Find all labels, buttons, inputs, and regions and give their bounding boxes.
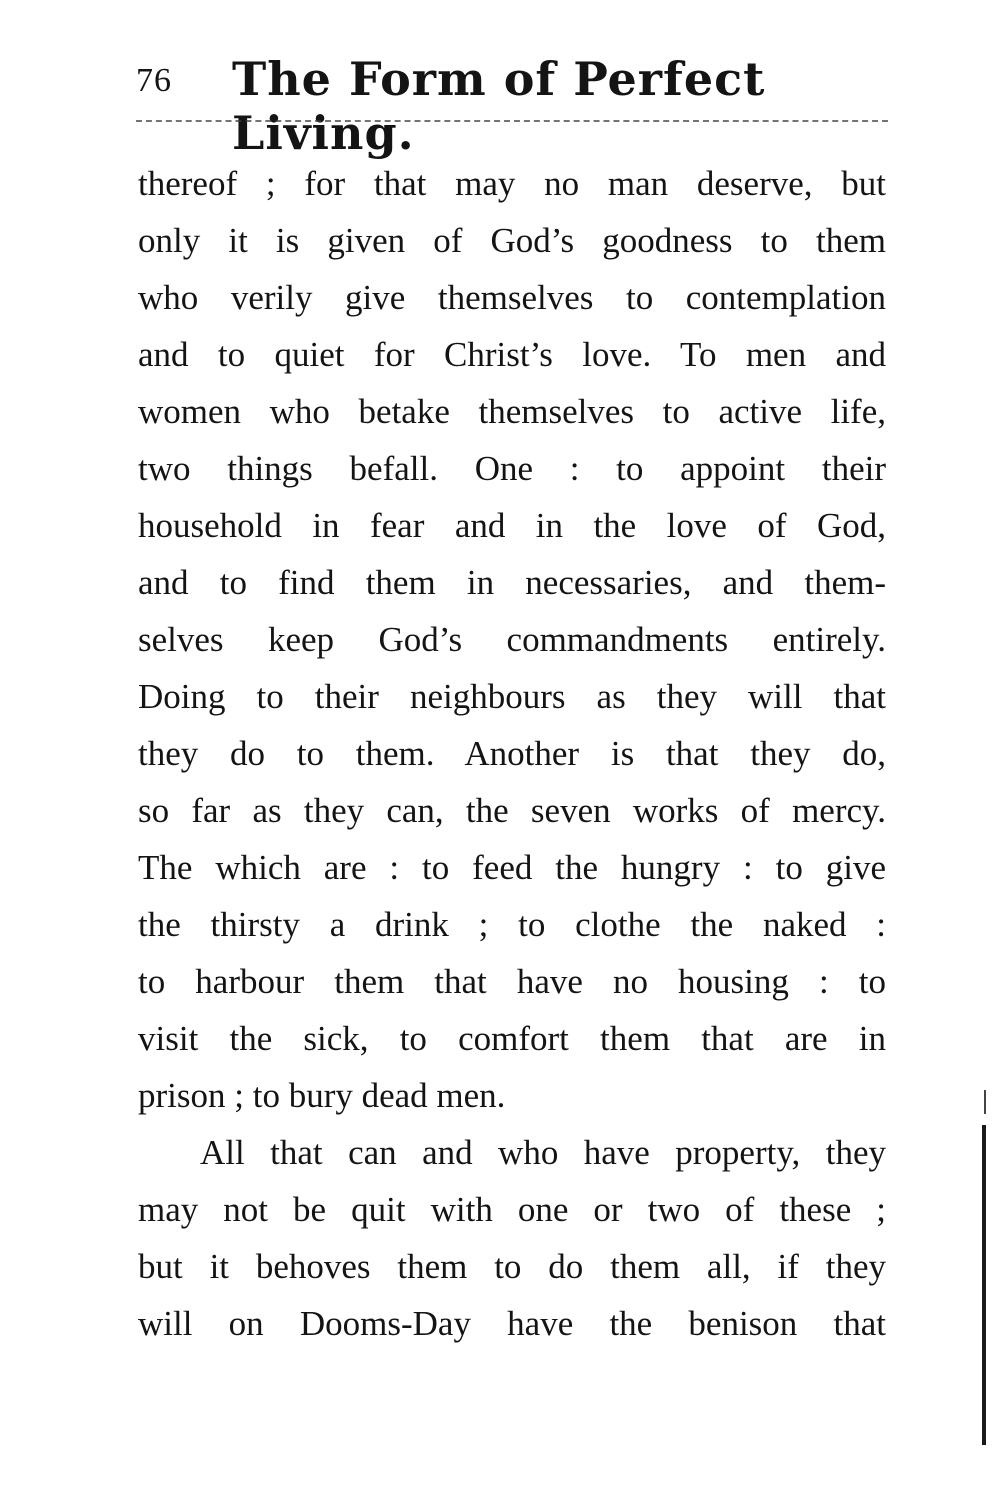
- text-line: will on Dooms-Day have the benison that: [138, 1304, 886, 1343]
- text-line: household in fear and in the love of God,: [138, 506, 886, 545]
- scan-margin-mark: [984, 1090, 986, 1114]
- text-line: to harbour them that have no housing : to: [138, 962, 886, 1001]
- text-line: prison ; to bury dead men.: [138, 1076, 506, 1115]
- text-line: they do to them. Another is that they do,: [138, 734, 886, 773]
- header-rule: [136, 120, 888, 122]
- text-line: Doing to their neighbours as they will that: [138, 677, 886, 716]
- text-line: but it behoves them to do them all, if they: [138, 1247, 886, 1286]
- page-number: 76: [136, 62, 172, 99]
- text-line: thereof ; for that may no man deserve, but: [138, 164, 886, 203]
- body-text: [138, 155, 886, 1352]
- text-line: may not be quit with one or two of these ;: [138, 1190, 886, 1229]
- text-line: so far as they can, the seven works of mercy.: [138, 791, 886, 830]
- text-line: selves keep God’s commandments entirely.: [138, 620, 886, 659]
- page-header: [136, 52, 888, 160]
- text-line: and to quiet for Christ’s love. To men and: [138, 335, 886, 374]
- scan-margin-edge: [982, 1125, 986, 1445]
- text-line: women who betake themselves to active life,: [138, 392, 886, 431]
- text-line: only it is given of God’s goodness to them: [138, 221, 886, 260]
- running-title: The Form of Perfect Living.: [232, 52, 766, 160]
- text-line-paragraph-start: All that can and who have property, they: [200, 1133, 886, 1172]
- text-line: the thirsty a drink ; to clothe the naked :: [138, 905, 886, 944]
- text-line: who verily give themselves to contemplation: [138, 278, 886, 317]
- text-line: and to find them in necessaries, and them-: [138, 563, 886, 602]
- text-line: two things befall. One : to appoint their: [138, 449, 886, 488]
- text-line: visit the sick, to comfort them that are in: [138, 1019, 886, 1058]
- text-line: The which are : to feed the hungry : to give: [138, 848, 886, 887]
